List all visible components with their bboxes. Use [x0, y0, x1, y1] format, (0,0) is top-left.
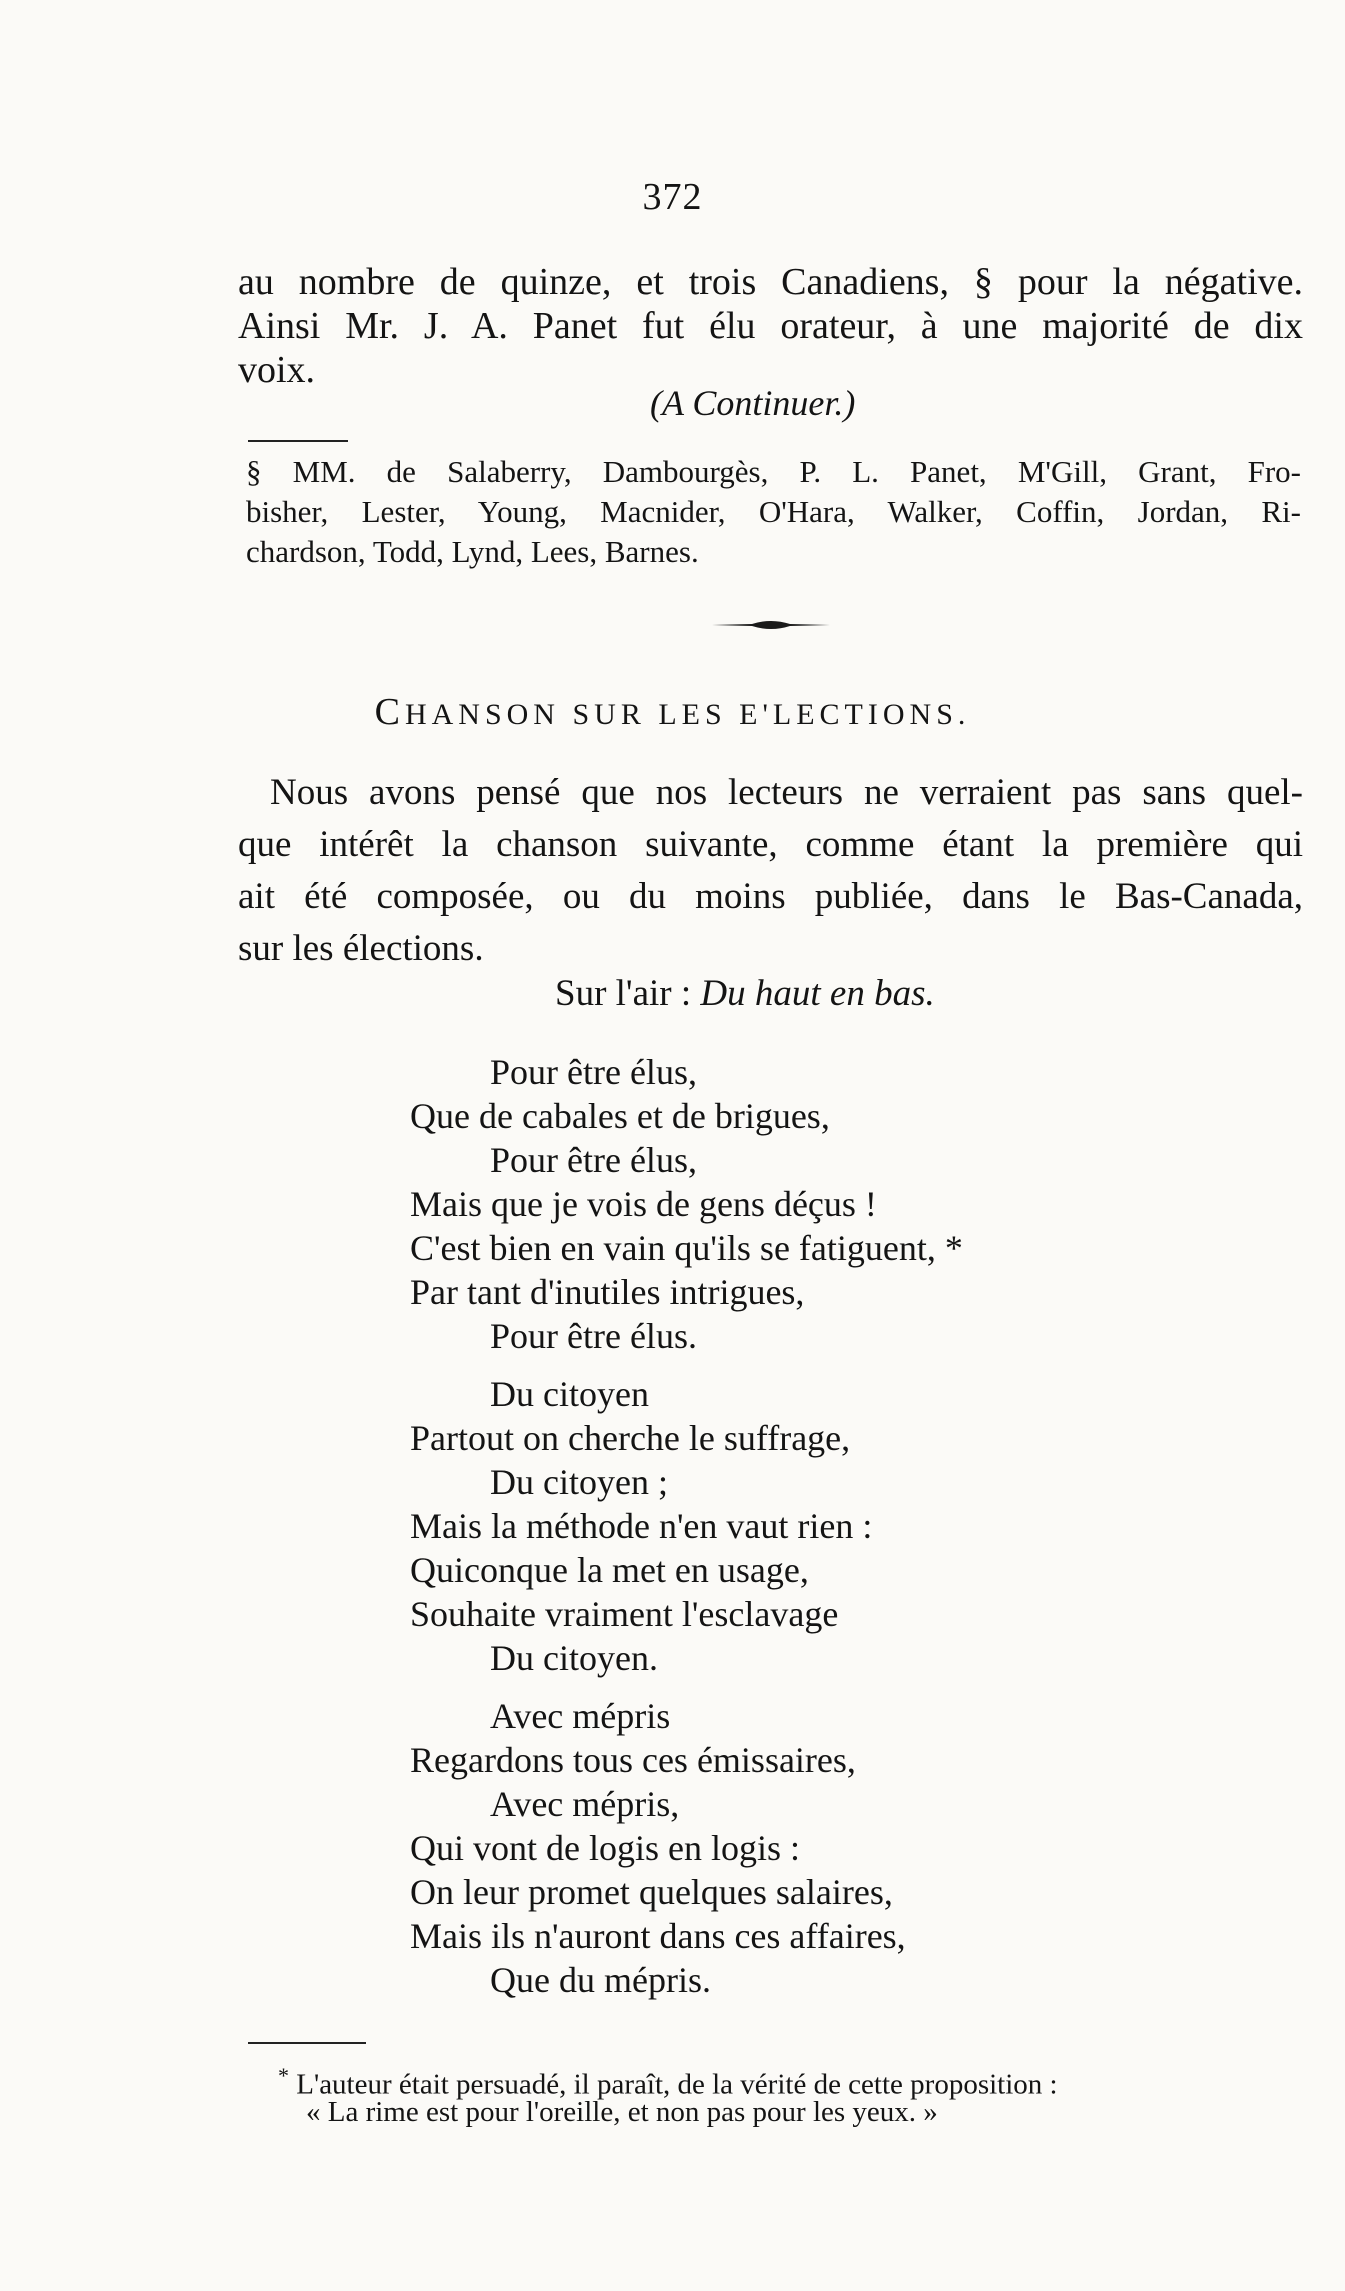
footnote-divider [248, 440, 348, 442]
tune-title: Du haut en bas. [700, 973, 935, 1014]
song-title-text: HANSON SUR LES E'LECTIONS. [404, 698, 971, 731]
intro-line: ait été composée, ou du moins publiée, dans le Bas-Canada, [238, 876, 1303, 917]
verse-line: Que de cabales et de brigues, [410, 1096, 830, 1136]
verse-line: Pour être élus, [490, 1052, 697, 1092]
verse-line: Qui vont de logis en logis : [410, 1828, 800, 1868]
verse-line: C'est bien en vain qu'ils se fatiguent, * [410, 1228, 963, 1268]
verse-line: Regardons tous ces émissaires, [410, 1740, 856, 1780]
verse-line: Avec mépris [490, 1696, 671, 1736]
page-number: 372 [642, 176, 703, 218]
footnote-line: § MM. de Salaberry, Dambourgès, P. L. Panet, M'Gill, Grant, Fro- [246, 454, 1301, 489]
intro-line: sur les élections. [238, 928, 484, 969]
verse-line: On leur promet quelques salaires, [410, 1872, 893, 1912]
ornament-divider [712, 618, 830, 632]
prose-line: au nombre de quinze, et trois Canadiens, § pour la négative. [238, 261, 1303, 303]
verse-line: Pour être élus. [490, 1316, 697, 1356]
verse-line: Mais ils n'auront dans ces affaires, [410, 1916, 906, 1956]
verse-line: Avec mépris, [490, 1784, 680, 1824]
footnote-divider [248, 2042, 366, 2044]
footnote-mark: * [278, 2063, 289, 2088]
footnote-line: bisher, Lester, Young, Macnider, O'Hara, Walker, Coffin, Jordan, Ri- [246, 494, 1301, 529]
verse-line: Du citoyen [490, 1374, 649, 1414]
intro-line: que intérêt la chanson suivante, comme étant la première qui [238, 824, 1303, 865]
song-title [0, 690, 1345, 734]
song-title-initial: C [374, 691, 405, 733]
intro-line: Nous avons pensé que nos lecteurs ne verraient pas sans quel- [270, 772, 1303, 813]
verse-line: Mais la méthode n'en vaut rien : [410, 1506, 873, 1546]
tune-indication [555, 972, 935, 1015]
verse-line: Souhaite vraiment l'esclavage [410, 1594, 839, 1634]
prose-line: voix. [238, 349, 316, 391]
verse-line: Que du mépris. [490, 1960, 711, 2000]
footnote-text: L'auteur était persuadé, il paraît, de la vérité de cette proposition : [296, 2068, 1058, 2101]
verse-line: Du citoyen. [490, 1638, 658, 1678]
prose-line: Ainsi Mr. J. A. Panet fut élu orateur, à une majorité de dix [238, 305, 1303, 347]
verse-line: Quiconque la met en usage, [410, 1550, 809, 1590]
tune-label: Sur l'air : [555, 973, 692, 1014]
verse-line: Du citoyen ; [490, 1462, 668, 1502]
footnote-line: « La rime est pour l'oreille, et non pas pour les yeux. » [306, 2096, 938, 2128]
continuation-note: (A Continuer.) [650, 383, 856, 423]
verse-line: Par tant d'inutiles intrigues, [410, 1272, 805, 1312]
verse-line: Mais que je vois de gens déçus ! [410, 1184, 877, 1224]
verse-line: Partout on cherche le suffrage, [410, 1418, 851, 1458]
verse-line: Pour être élus, [490, 1140, 697, 1180]
footnote-line: chardson, Todd, Lynd, Lees, Barnes. [246, 534, 699, 569]
